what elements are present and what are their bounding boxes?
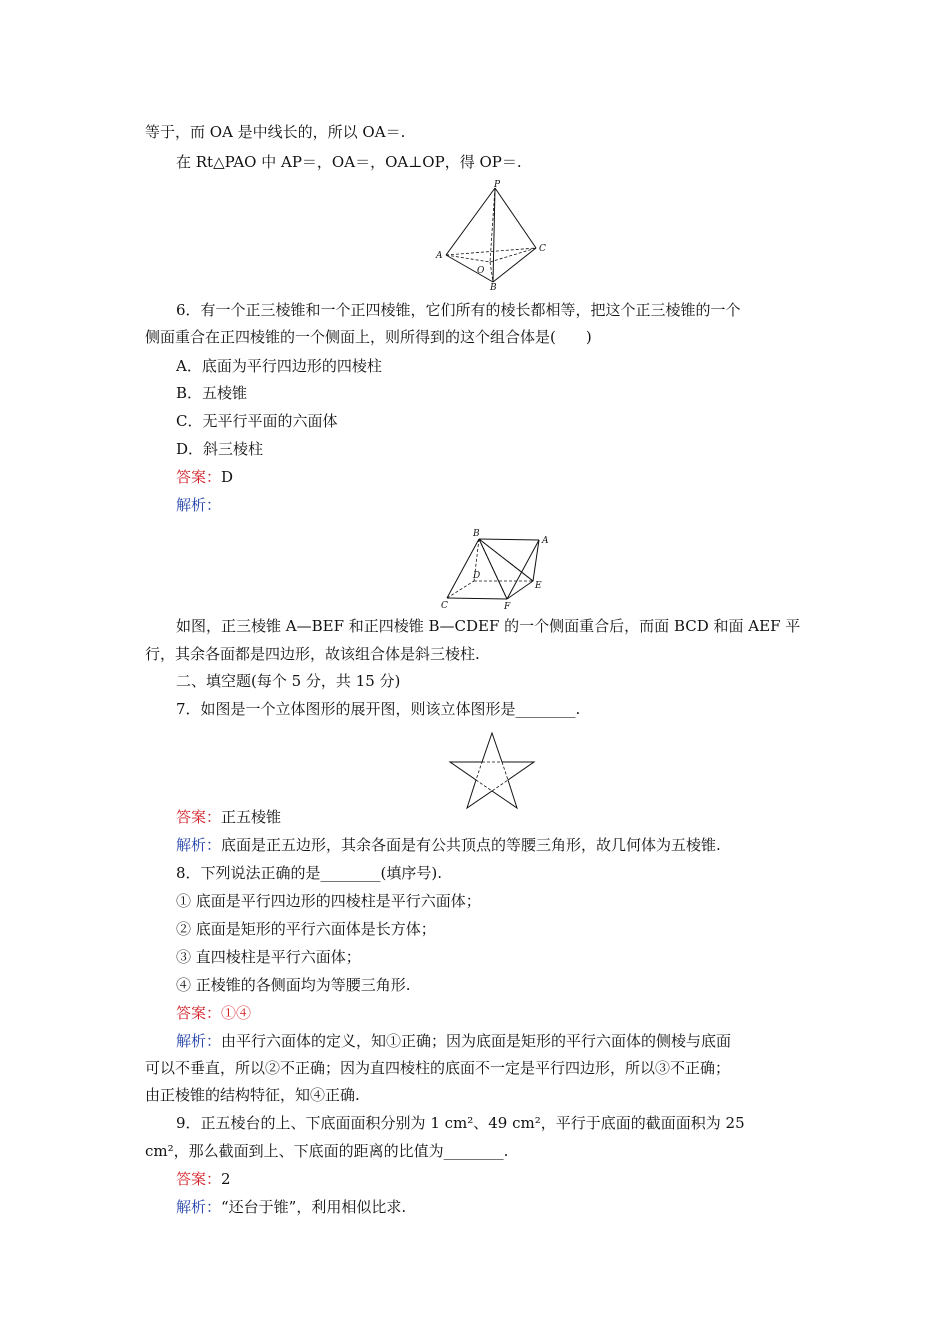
option-a: A．底面为平行四边形的四棱柱 <box>176 357 382 375</box>
answer-label: 答案： <box>176 1170 222 1188</box>
label-e: E <box>535 581 542 591</box>
label-d: D <box>473 571 481 581</box>
text-line: 由正棱锥的结构特征，知④正确. <box>145 1086 360 1104</box>
analysis-line <box>176 834 721 856</box>
answer-line <box>176 1002 251 1024</box>
text-line: 行，其余各面都是四边形，故该组合体是斜三棱柱. <box>145 645 480 663</box>
analysis-text: “还台于锥”，利用相似比求. <box>221 1198 407 1216</box>
text-line: 在 Rt△PAO 中 AP＝，OA＝，OA⊥OP，得 OP＝. <box>176 153 522 171</box>
label-f: F <box>504 602 511 612</box>
pentagram-net-figure <box>447 730 537 810</box>
label-p: P <box>494 180 501 190</box>
analysis-label: 解析： <box>176 496 222 514</box>
answer-value: D <box>221 468 234 486</box>
text-line: 如图，正三棱锥 A—BEF 和正四棱锥 B—CDEF 的一个侧面重合后，而面 BCD 和面 AEF 平 <box>176 617 801 635</box>
text-line: 侧面重合在正四棱锥的一个侧面上，则所得到的这个组合体是( ) <box>145 328 592 346</box>
answer-label: 答案： <box>176 468 222 486</box>
option-c: C．无平行平面的六面体 <box>176 412 338 430</box>
text-line: cm²，那么截面到上、下底面的距离的比值为________. <box>145 1142 509 1160</box>
answer-line <box>176 806 281 828</box>
answer-line <box>176 466 233 488</box>
analysis-label: 解析： <box>176 1198 222 1216</box>
analysis-text: 由平行六面体的定义，知①正确；因为底面是矩形的平行六面体的侧棱与底面 <box>221 1032 732 1050</box>
statement-3: ③ 直四棱柱是平行六面体； <box>176 948 361 966</box>
analysis-label: 解析： <box>176 1032 222 1050</box>
question-8: 8．下列说法正确的是________(填序号). <box>176 864 443 882</box>
label-o: O <box>477 266 485 276</box>
answer-value: ①④ <box>221 1004 252 1022</box>
answer-value: 2 <box>221 1170 231 1188</box>
section-heading: 二、填空题(每个 5 分，共 15 分) <box>176 672 401 690</box>
answer-label: 答案： <box>176 1004 222 1022</box>
text-line: 等于，而 OA 是中线长的，所以 OA＝. <box>145 123 406 141</box>
label-c: C <box>539 244 546 254</box>
oblique-prism-figure <box>437 526 557 614</box>
analysis-line <box>176 494 221 516</box>
question-7: 7．如图是一个立体图形的展开图，则该立体图形是________. <box>176 700 581 718</box>
answer-line <box>176 1168 231 1190</box>
option-d: D．斜三棱柱 <box>176 440 264 458</box>
option-b: B．五棱锥 <box>176 384 248 402</box>
statement-4: ④ 正棱锥的各侧面均为等腰三角形. <box>176 976 411 994</box>
label-a: A <box>436 251 443 261</box>
analysis-text: 底面是正五边形，其余各面是有公共顶点的等腰三角形，故几何体为五棱锥. <box>221 836 721 854</box>
answer-value: 正五棱锥 <box>221 808 282 826</box>
question-9: 9．正五棱台的上、下底面面积分别为 1 cm²、49 cm²，平行于底面的截面面积为 25 <box>176 1114 745 1132</box>
statement-1: ① 底面是平行四边形的四棱柱是平行六面体； <box>176 892 481 910</box>
label-a: A <box>542 536 549 546</box>
answer-label: 答案： <box>176 808 222 826</box>
label-c: C <box>441 601 448 611</box>
text-line: 可以不垂直，所以②不正确；因为直四棱柱的底面不一定是平行四边形，所以③不正确； <box>145 1059 731 1077</box>
label-b: B <box>490 283 497 290</box>
text-line: 6．有一个正三棱锥和一个正四棱锥，它们所有的棱长都相等，把这个正三棱锥的一个 <box>176 301 741 319</box>
statement-2: ② 底面是矩形的平行六面体是长方体； <box>176 920 436 938</box>
analysis-label: 解析： <box>176 836 222 854</box>
analysis-line <box>176 1196 406 1218</box>
analysis-line <box>176 1030 731 1052</box>
label-b: B <box>473 529 480 539</box>
pyramid-pabc-figure <box>430 178 555 290</box>
